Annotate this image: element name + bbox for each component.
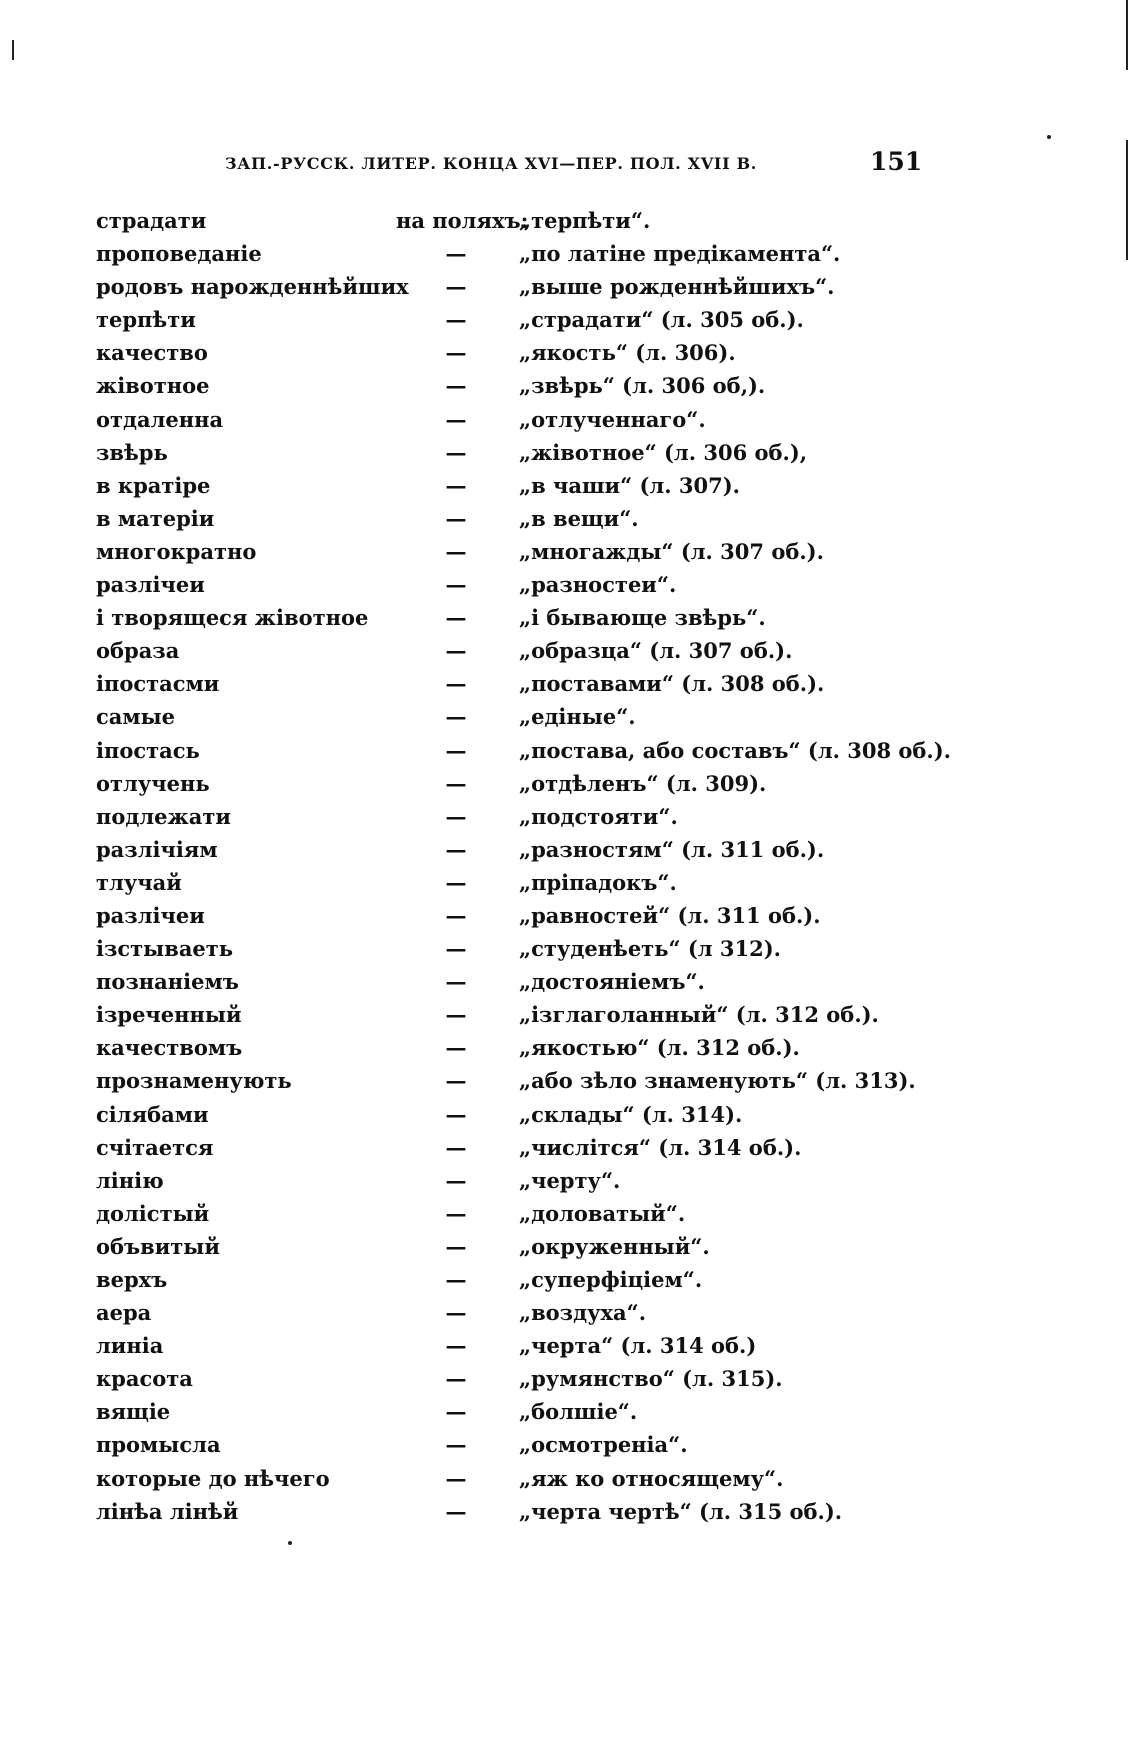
glossary-row: [96, 241, 956, 274]
glossary-term: качествомъ: [96, 1035, 243, 1061]
glossary-term: страдати: [96, 208, 207, 233]
glossary-dash: —: [445, 1167, 467, 1193]
glossary-dash: —: [445, 605, 467, 631]
glossary-dash: —: [445, 406, 467, 432]
glossary-term: разлічеи: [96, 572, 205, 598]
glossary-term: ізстываеть: [96, 936, 234, 962]
glossary-dash: —: [445, 1233, 467, 1259]
glossary-term: і творящеся жівотное: [96, 605, 369, 631]
glossary-term: лінѣа лінѣй: [96, 1498, 239, 1524]
glossary-translation: „якость“ (л. 306).: [519, 340, 736, 366]
glossary-list: [96, 208, 956, 1532]
glossary-row: [96, 605, 956, 638]
glossary-translation: „ізглаголанный“ (л. 312 об.).: [519, 1002, 879, 1028]
glossary-translation: „едіные“.: [519, 704, 636, 730]
glossary-translation: „равностей“ (л. 311 об.).: [519, 902, 821, 928]
glossary-translation: „пріпадокъ“.: [519, 869, 677, 895]
glossary-dash: —: [445, 1035, 467, 1061]
glossary-translation: „і бывающе звѣрь“.: [519, 605, 766, 631]
glossary-row: [96, 307, 956, 340]
glossary-row: [96, 1234, 956, 1267]
glossary-row: [96, 1333, 956, 1366]
glossary-term: іпостась: [96, 737, 200, 763]
glossary-translation: „румянство“ (л. 315).: [519, 1366, 783, 1392]
glossary-term: терпѣти: [96, 307, 196, 333]
glossary-row: [96, 1068, 956, 1101]
glossary-row: [96, 804, 956, 837]
glossary-translation: „черту“.: [519, 1167, 621, 1193]
glossary-translation: „болшіе“.: [519, 1399, 638, 1425]
glossary-term: іпостасми: [96, 671, 220, 697]
glossary-translation: „в чаши“ (л. 307).: [519, 472, 740, 498]
glossary-term: которые до нѣчего: [96, 1465, 330, 1491]
glossary-dash: —: [445, 1134, 467, 1160]
glossary-dash: —: [445, 1267, 467, 1292]
glossary-dash: —: [445, 472, 467, 498]
glossary-translation: „отдѣленъ“ (л. 309).: [519, 770, 767, 796]
glossary-translation: „якостью“ (л. 312 об.).: [519, 1035, 800, 1061]
glossary-term: многократно: [96, 538, 257, 564]
glossary-term: верхъ: [96, 1267, 168, 1292]
glossary-translation: „по латіне предікамента“.: [519, 241, 841, 267]
glossary-row: [96, 903, 956, 936]
glossary-row: [96, 1102, 956, 1135]
glossary-term: проповеданіе: [96, 241, 262, 267]
glossary-row: [96, 771, 956, 804]
glossary-translation: „жівотное“ (л. 306 об.),: [519, 439, 808, 465]
glossary-translation: „або зѣло знаменують“ (л. 313).: [519, 1068, 916, 1094]
glossary-row: [96, 1135, 956, 1168]
glossary-dash: —: [445, 902, 467, 928]
glossary-row: [96, 572, 956, 605]
glossary-translation: „воздуха“.: [519, 1300, 647, 1326]
glossary-dash: —: [445, 572, 467, 598]
glossary-row: [96, 1035, 956, 1068]
glossary-dash: —: [445, 1200, 467, 1226]
glossary-row: [96, 837, 956, 870]
glossary-dash: —: [445, 969, 467, 995]
glossary-row: [96, 440, 956, 473]
glossary-term: подлежати: [96, 803, 231, 829]
glossary-translation: „многажды“ (л. 307 об.).: [519, 538, 824, 564]
glossary-term: родовъ нарожденнѣйших: [96, 274, 409, 300]
glossary-dash: —: [445, 1399, 467, 1425]
glossary-translation: „студенѣеть“ (л 312).: [519, 936, 781, 962]
glossary-term: сілябами: [96, 1101, 209, 1127]
glossary-row: [96, 1300, 956, 1333]
glossary-translation: „черта чертѣ“ (л. 315 об.).: [519, 1498, 843, 1524]
glossary-translation: „в вещи“.: [519, 505, 639, 531]
glossary-translation: „образца“ (л. 307 об.).: [519, 638, 793, 664]
glossary-row: [96, 1466, 956, 1499]
margin-mark: [1126, 140, 1128, 260]
glossary-term: красота: [96, 1366, 193, 1392]
glossary-dash: —: [445, 1300, 467, 1326]
glossary-row: [96, 969, 956, 1002]
glossary-dash: —: [445, 1002, 467, 1028]
glossary-translation: „терпѣти“.: [519, 208, 651, 233]
glossary-translation: „склады“ (л. 314).: [519, 1101, 743, 1127]
glossary-row: [96, 1002, 956, 1035]
glossary-row: [96, 1432, 956, 1465]
glossary-translation: „постава, або составъ“ (л. 308 об.).: [519, 737, 951, 763]
glossary-dash: —: [445, 373, 467, 399]
glossary-row: [96, 738, 956, 771]
glossary-translation: „черта“ (л. 314 об.): [519, 1333, 757, 1359]
glossary-dash: —: [445, 1101, 467, 1127]
glossary-dash: —: [445, 439, 467, 465]
glossary-dash: —: [445, 1465, 467, 1491]
glossary-row: [96, 473, 956, 506]
glossary-dash: —: [445, 671, 467, 697]
glossary-term: отдаленна: [96, 406, 224, 432]
glossary-row: [96, 407, 956, 440]
glossary-term: разлічеи: [96, 902, 205, 928]
glossary-term: счітается: [96, 1134, 214, 1160]
glossary-translation: „отлученнаго“.: [519, 406, 706, 432]
glossary-term: прознаменують: [96, 1068, 292, 1094]
glossary-translation: „суперфіціем“.: [519, 1267, 703, 1292]
glossary-translation: „разностям“ (л. 311 об.).: [519, 836, 825, 862]
glossary-term: самые: [96, 704, 176, 730]
glossary-translation: „доловатый“.: [519, 1200, 686, 1226]
glossary-translation: „выше рожденнѣйшихъ“.: [519, 274, 835, 300]
glossary-term: в матеріи: [96, 505, 215, 531]
glossary-dash: —: [445, 340, 467, 366]
glossary-translation: „окруженный“.: [519, 1233, 710, 1259]
glossary-row: [96, 208, 956, 241]
glossary-row: [96, 340, 956, 373]
glossary-row: [96, 1366, 956, 1399]
glossary-dash: на поляхъ:: [396, 208, 529, 233]
glossary-row: [96, 1499, 956, 1532]
glossary-translation: „поставами“ (л. 308 об.).: [519, 671, 825, 697]
glossary-translation: „звѣрь“ (л. 306 об,).: [519, 373, 766, 399]
glossary-dash: —: [445, 538, 467, 564]
glossary-dash: —: [445, 505, 467, 531]
glossary-row: [96, 506, 956, 539]
glossary-translation: „осмотреніа“.: [519, 1432, 688, 1458]
glossary-term: разлічіям: [96, 836, 218, 862]
glossary-row: [96, 1267, 956, 1300]
glossary-term: лінію: [96, 1167, 164, 1193]
glossary-dash: —: [445, 241, 467, 267]
glossary-term: линіа: [96, 1333, 164, 1359]
glossary-dash: —: [445, 770, 467, 796]
glossary-dash: —: [445, 869, 467, 895]
glossary-term: качество: [96, 340, 208, 366]
glossary-row: [96, 1201, 956, 1234]
glossary-row: [96, 936, 956, 969]
running-head: ЗАП.-РУССК. ЛИТЕР. КОНЦА XVI—ПЕР. ПОЛ. XVII В.: [225, 154, 758, 173]
glossary-dash: —: [445, 1366, 467, 1392]
glossary-term: ізреченный: [96, 1002, 242, 1028]
glossary-dash: —: [445, 1432, 467, 1458]
glossary-term: объвитый: [96, 1233, 220, 1259]
glossary-term: познаніемъ: [96, 969, 239, 995]
glossary-dash: —: [445, 274, 467, 300]
page-number: 151: [870, 147, 923, 176]
glossary-row: [96, 638, 956, 671]
glossary-term: долістый: [96, 1200, 210, 1226]
glossary-dash: —: [445, 1498, 467, 1524]
glossary-translation: „яж ко относящему“.: [519, 1465, 784, 1491]
glossary-term: промысла: [96, 1432, 221, 1458]
glossary-row: [96, 373, 956, 406]
ink-speck: [288, 1541, 292, 1545]
glossary-row: [96, 671, 956, 704]
glossary-dash: —: [445, 803, 467, 829]
glossary-dash: —: [445, 638, 467, 664]
glossary-row: [96, 1168, 956, 1201]
glossary-dash: —: [445, 836, 467, 862]
glossary-term: звѣрь: [96, 439, 168, 465]
glossary-row: [96, 704, 956, 737]
glossary-row: [96, 1399, 956, 1432]
glossary-dash: —: [445, 936, 467, 962]
glossary-dash: —: [445, 704, 467, 730]
margin-mark: [1126, 0, 1128, 70]
margin-mark: [12, 40, 14, 60]
glossary-translation: „числітся“ (л. 314 об.).: [519, 1134, 802, 1160]
glossary-term: жівотное: [96, 373, 210, 399]
glossary-dash: —: [445, 1333, 467, 1359]
glossary-term: отлучень: [96, 770, 210, 796]
glossary-term: образа: [96, 638, 180, 664]
glossary-term: в кратіре: [96, 472, 211, 498]
glossary-term: вящіе: [96, 1399, 171, 1425]
glossary-dash: —: [445, 1068, 467, 1094]
glossary-row: [96, 274, 956, 307]
glossary-dash: —: [445, 307, 467, 333]
glossary-term: тлучай: [96, 869, 182, 895]
glossary-translation: „достояніемъ“.: [519, 969, 705, 995]
glossary-translation: „подстояти“.: [519, 803, 678, 829]
glossary-row: [96, 870, 956, 903]
glossary-row: [96, 539, 956, 572]
glossary-dash: —: [445, 737, 467, 763]
glossary-term: аера: [96, 1300, 152, 1326]
glossary-translation: „разностеи“.: [519, 572, 677, 598]
ink-speck: [1047, 135, 1051, 139]
glossary-translation: „страдати“ (л. 305 об.).: [519, 307, 804, 333]
